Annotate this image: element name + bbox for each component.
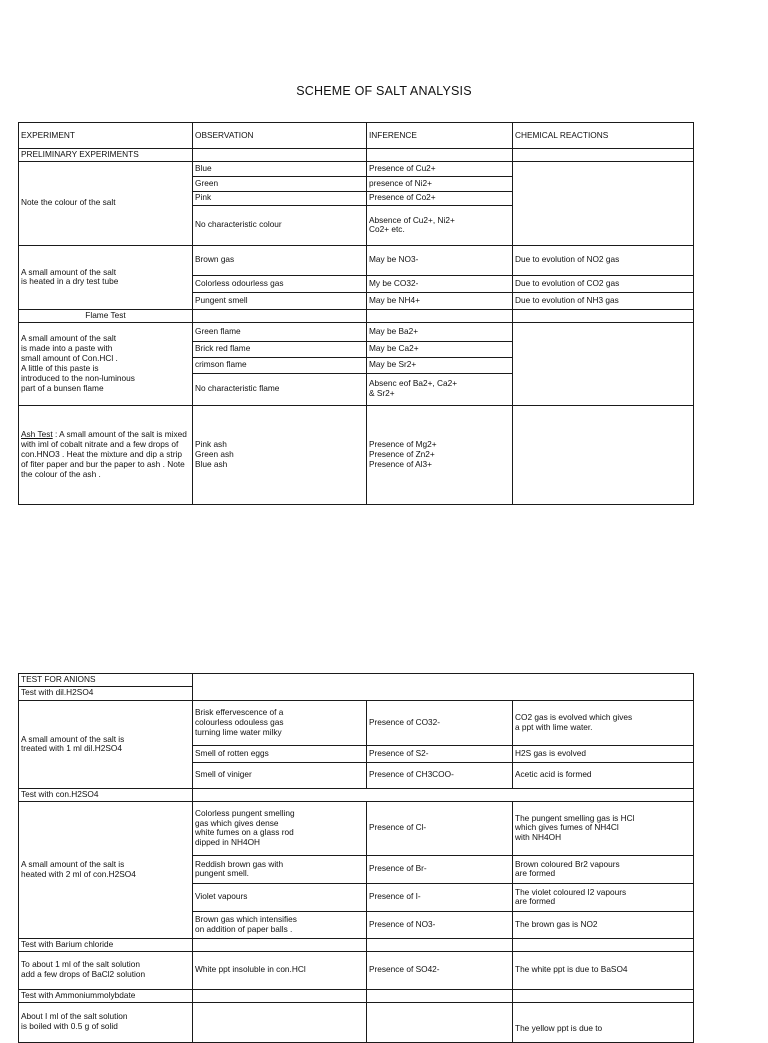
table-row (19, 700, 694, 745)
observation-cell: Green (193, 176, 367, 191)
reaction-cell: Brown coloured Br2 vapours are formed (513, 855, 694, 883)
table-row (19, 161, 694, 176)
section-flame-test: Flame Test (19, 309, 193, 322)
observation-cell: Colorless pungent smelling gas which gives dense white fumes on a glass rod dipped in NH4OH (193, 801, 367, 855)
table-row (19, 1002, 694, 1042)
inference-cell: May be Ca2+ (367, 341, 513, 357)
observation-cell: Colorless odourless gas (193, 275, 367, 292)
ash-obs-green: Green ash (195, 448, 234, 459)
reaction-cell: Due to evolution of NH3 gas (513, 292, 694, 309)
observation-cell: Violet vapours (193, 883, 367, 911)
inference-cell: Presence of Cu2+ (367, 161, 513, 176)
inference-cell (367, 1002, 513, 1042)
ash-inf-zn: Presence of Zn2+ (369, 448, 435, 459)
section-anions: TEST FOR ANIONS (19, 674, 193, 687)
reaction-cell (513, 405, 694, 504)
inference-cell: Presence of I- (367, 883, 513, 911)
observation-cell: Green flame (193, 322, 367, 341)
observation-cell: No characteristic flame (193, 373, 367, 405)
section-row (19, 788, 694, 801)
ash-obs-pink: Pink ash (195, 438, 227, 449)
reaction-cell: Acetic acid is formed (513, 762, 694, 788)
inference-cell: Presence of Cl- (367, 801, 513, 855)
experiment-cell: A small amount of the salt is heated with 2 ml of con.H2SO4 (19, 801, 193, 938)
inference-cell: Presence of SO42- (367, 951, 513, 989)
table-row (19, 951, 694, 989)
header-observation: OBSERVATION (193, 123, 367, 149)
observation-cell: Smell of viniger (193, 762, 367, 788)
ash-inf-mg: Presence of Mg2+ (369, 438, 437, 449)
observation-cell: No characteristic colour (193, 205, 367, 245)
inference-cell: Presence of S2- (367, 745, 513, 762)
observation-cell (193, 405, 367, 504)
inference-cell: Presence of Co2+ (367, 191, 513, 205)
table-row (19, 801, 694, 855)
inference-cell: Absence of Cu2+, Ni2+ Co2+ etc. (367, 205, 513, 245)
inference-cell: presence of Ni2+ (367, 176, 513, 191)
inference-cell: Presence of CH3COO- (367, 762, 513, 788)
table-row (19, 405, 694, 504)
section-con-h2so4: Test with con.H2SO4 (19, 788, 193, 801)
experiment-cell: To about 1 ml of the salt solution add a few drops of BaCl2 solution (19, 951, 193, 989)
ash-obs-blue: Blue ash (195, 458, 228, 469)
observation-cell: Brisk effervescence of a colourless odouless gas turning lime water milky (193, 700, 367, 745)
inference-cell (367, 405, 513, 504)
header-inference: INFERENCE (367, 123, 513, 149)
experiment-cell: A small amount of the salt is made into a paste with small amount of Con.HCl . A little of this paste is introduced to the non-luminous part of a bunsen flame (19, 322, 193, 405)
section-barium-chloride: Test with Barium chloride (19, 938, 193, 951)
observation-cell: Brown gas (193, 245, 367, 275)
reaction-cell: CO2 gas is evolved which gives a ppt with lime water. (513, 700, 694, 745)
section-preliminary: PRELIMINARY EXPERIMENTS (19, 149, 193, 162)
reaction-cell: H2S gas is evolved (513, 745, 694, 762)
header-experiment: EXPERIMENT (19, 123, 193, 149)
observation-cell: Smell of rotten eggs (193, 745, 367, 762)
inference-cell: Absenc eof Ba2+, Ca2+ & Sr2+ (367, 373, 513, 405)
ash-inf-al: Presence of Al3+ (369, 458, 432, 469)
reaction-cell: The yellow ppt is due to (513, 1002, 694, 1042)
observation-cell: Brown gas which intensifies on addition of paper balls . (193, 911, 367, 938)
header-row (19, 123, 694, 149)
anions-table (18, 673, 694, 1043)
reaction-cell: The pungent smelling gas is HCl which gives fumes of NH4Cl with NH4OH (513, 801, 694, 855)
inference-cell: May be NO3- (367, 245, 513, 275)
table-row (19, 322, 694, 341)
inference-cell: Presence of CO32- (367, 700, 513, 745)
inference-cell: May be Sr2+ (367, 357, 513, 373)
observation-cell: Brick red flame (193, 341, 367, 357)
ash-test-label: Ash Test (21, 429, 53, 440)
observation-cell: Blue (193, 161, 367, 176)
preliminary-table (18, 122, 694, 505)
experiment-cell (19, 405, 193, 504)
section-row (19, 938, 694, 951)
table-row (19, 245, 694, 275)
section-ammonium-molybdate: Test with Ammoniummolybdate (19, 989, 193, 1002)
header-chemical-reactions: CHEMICAL REACTIONS (513, 123, 694, 149)
reaction-cell (513, 322, 694, 405)
page-title: SCHEME OF SALT ANALYSIS (296, 84, 472, 98)
experiment-cell: A small amount of the salt is heated in a dry test tube (19, 245, 193, 309)
observation-cell (193, 1002, 367, 1042)
observation-cell: crimson flame (193, 357, 367, 373)
experiment-cell: Note the colour of the salt (19, 161, 193, 245)
experiment-cell: About I ml of the salt solution is boiled with 0.5 g of solid (19, 1002, 193, 1042)
reaction-cell: Due to evolution of CO2 gas (513, 275, 694, 292)
observation-cell: Pungent smell (193, 292, 367, 309)
observation-cell: Reddish brown gas with pungent smell. (193, 855, 367, 883)
inference-cell: Presence of NO3- (367, 911, 513, 938)
inference-cell: Presence of Br- (367, 855, 513, 883)
section-row (19, 989, 694, 1002)
reaction-cell: Due to evolution of NO2 gas (513, 245, 694, 275)
inference-cell: May be NH4+ (367, 292, 513, 309)
inference-cell: My be CO32- (367, 275, 513, 292)
reaction-cell (513, 161, 694, 245)
section-row (19, 149, 694, 162)
reaction-cell: The white ppt is due to BaSO4 (513, 951, 694, 989)
ash-test-text: : A small amount of the salt is mixed with iml of cobalt nitrate and a few drops of con.HNO3 . Heat the mixture and dip a strip of fiter paper and bur the paper to ash . Note the colour of the ash . (21, 429, 187, 479)
reaction-cell: The brown gas is NO2 (513, 911, 694, 938)
observation-cell: White ppt insoluble in con.HCl (193, 951, 367, 989)
experiment-cell: A small amount of the salt is treated with 1 ml dil.H2SO4 (19, 700, 193, 788)
section-dil-h2so4: Test with dil.H2SO4 (19, 686, 193, 700)
observation-cell: Pink (193, 191, 367, 205)
section-row (19, 674, 694, 687)
reaction-cell: The violet coloured I2 vapours are formed (513, 883, 694, 911)
section-row (19, 309, 694, 322)
inference-cell: May be Ba2+ (367, 322, 513, 341)
